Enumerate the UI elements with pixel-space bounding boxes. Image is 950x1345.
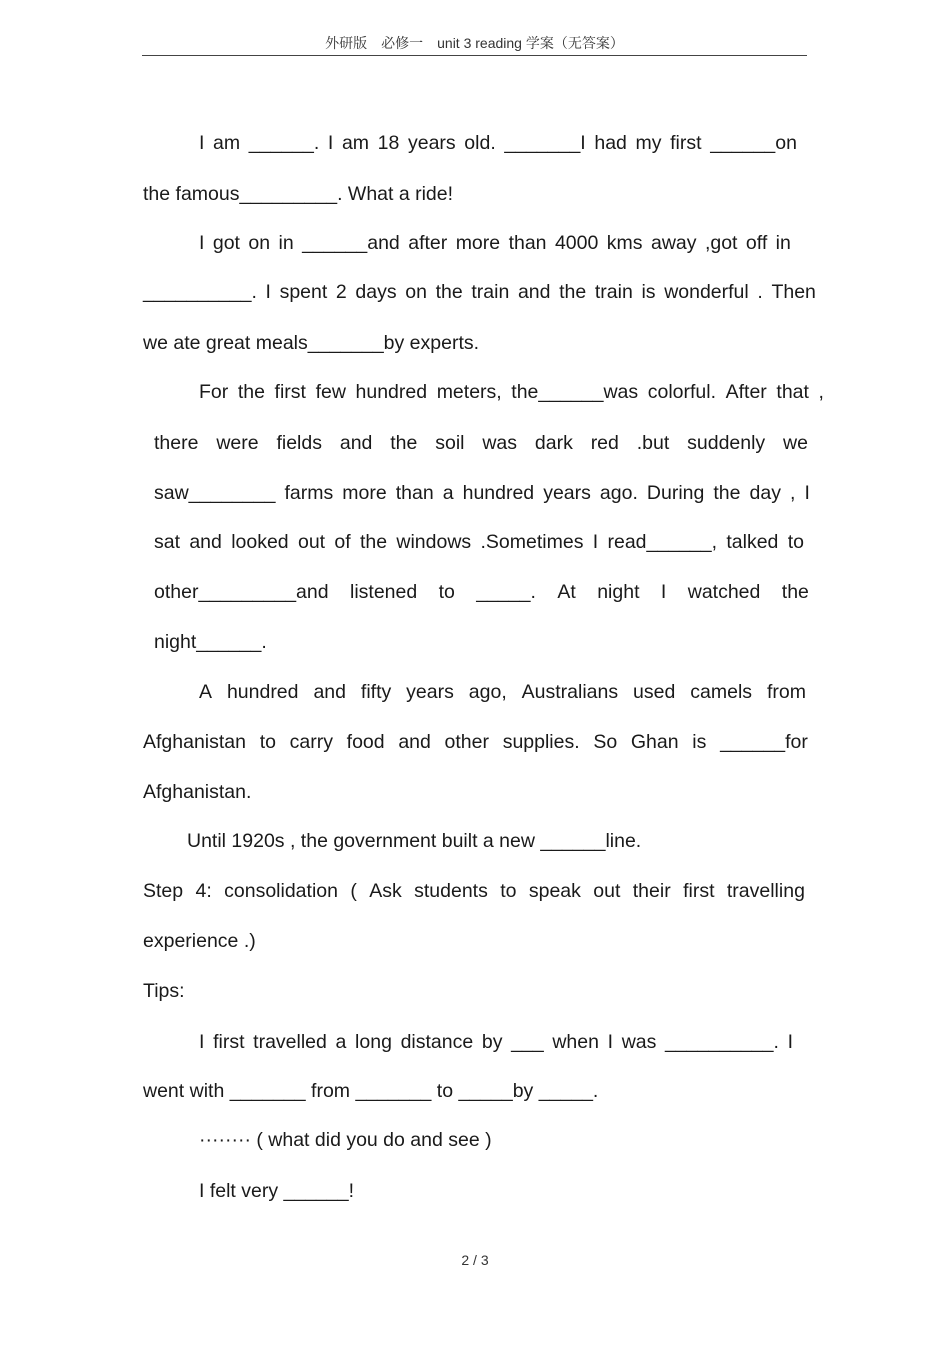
word: I [787,1031,793,1053]
word: and [313,681,346,703]
word: . [757,281,763,303]
word: I [265,281,271,303]
word: saw________ [154,482,276,504]
word: am [341,132,370,154]
word: the [781,581,809,603]
word: consolidation [224,880,338,902]
word: few [315,381,346,403]
word: old. [464,132,496,154]
word: years [543,482,591,504]
word: supplies. [502,731,580,753]
word: to [438,581,455,603]
word: I [199,132,205,154]
word: first [670,132,702,154]
word: when [552,1031,599,1053]
word: fields [276,432,322,454]
word: I [592,531,599,553]
word: out [593,880,621,902]
word: At [557,581,576,603]
word: in [278,232,294,254]
word: their [632,880,671,902]
text-line [154,580,809,604]
word: than [395,482,434,504]
text-line: Until 1920s , the government built a new ______line. [187,830,642,852]
word: students [414,880,488,902]
text-line [199,231,791,255]
word: from [766,681,806,703]
word: the [359,531,388,553]
word: to [500,880,517,902]
text-line [143,879,805,903]
text-line [143,730,808,754]
word: spent [279,281,328,303]
word: first [274,381,306,403]
word: the [237,381,265,403]
word: first [213,1031,245,1053]
word: train [594,281,633,303]
word: am [213,132,241,154]
word: got [212,232,240,254]
word: night [597,581,640,603]
text-line: went with _______ from _______ to _____by _____. [143,1080,599,1102]
word: , [790,482,796,504]
text-line [199,680,806,704]
word: 2 [335,281,347,303]
word: day [749,482,781,504]
word: on [248,232,271,254]
word: .Sometimes [480,531,584,553]
word: to [787,531,804,553]
word: more [455,232,501,254]
word: talked [726,531,779,553]
word: that [776,381,809,403]
word: and [189,531,222,553]
word: ______for [720,731,808,753]
word: hundred [355,381,428,403]
word: the [559,281,587,303]
word: out [297,531,326,553]
page-number: 2 / 3 [461,1252,489,1268]
word: used [633,681,676,703]
word: distance [400,1031,474,1053]
word: was [621,1031,657,1053]
word: speak [528,880,581,902]
text-line: I felt very ______! [199,1180,355,1202]
word: ago, [468,681,507,703]
word: __________. [143,281,257,303]
word: meters, [436,381,502,403]
word: travelled [253,1031,327,1053]
word: hundred [226,681,299,703]
word: camels [690,681,753,703]
word: _______I [504,132,586,154]
text-line [154,481,810,505]
word: ago. [599,482,638,504]
word: colorful. [647,381,717,403]
word: had [594,132,627,154]
text-line: experience .) [143,930,256,952]
word: red [590,432,619,454]
word: I [660,581,667,603]
word: watched [687,581,761,603]
word: During [646,482,705,504]
word: ______and [302,232,400,254]
word: years [407,132,456,154]
word: is [692,731,707,753]
word: train [471,281,510,303]
word: my [635,132,662,154]
word: soil [435,432,465,454]
text-line [199,380,824,404]
word: of [334,531,351,553]
word: ______on [710,132,797,154]
word: read______, [607,531,718,553]
word: off [745,232,768,254]
text-line: Afghanistan. [143,781,252,803]
text-line [154,530,804,554]
word: listened [350,581,418,603]
text-line: ········ ( what did you do and see ) [199,1129,492,1151]
text-line: the famous_________. What a ride! [143,183,454,205]
word: after [408,232,448,254]
text-line: Tips: [143,980,185,1002]
word: Ask [369,880,402,902]
word: other_________and [154,581,329,603]
word: 18 [377,132,400,154]
word: in [775,232,791,254]
word: days [355,281,397,303]
word: and [398,731,431,753]
word: Step [143,880,184,902]
word: fifty [360,681,392,703]
word: wonderful [664,281,749,303]
word: windows [396,531,472,553]
word: was [482,432,518,454]
word: is [641,281,656,303]
word: the______was [511,381,639,403]
text-line: night______. [154,631,267,653]
text-line: we ate great meals_______by experts. [143,332,480,354]
word: After [725,381,767,403]
word: Then [771,281,816,303]
word: first [683,880,715,902]
word: 4: [195,880,212,902]
word: I [804,482,810,504]
word: the [713,482,741,504]
word: long [355,1031,392,1053]
word: kms [606,232,643,254]
word: away [650,232,697,254]
word: , [818,381,824,403]
word: looked [231,531,289,553]
word: farms [284,482,334,504]
word: I [327,132,334,154]
word: suddenly [687,432,766,454]
text-line [143,280,816,304]
word: I [607,1031,614,1053]
word: 4000 [554,232,599,254]
word: we [783,432,808,454]
word: there [154,432,199,454]
word: hundred [462,482,535,504]
word: sat [154,531,181,553]
word: more [342,482,387,504]
word: .but [636,432,670,454]
word: than [508,232,547,254]
text-line [199,131,797,155]
word: a [335,1031,347,1053]
word: travelling [726,880,805,902]
text-line [154,431,808,455]
word: the [390,432,418,454]
word: carry [289,731,333,753]
text-line [199,1030,793,1054]
word: ______. [248,132,320,154]
word: by [481,1031,503,1053]
word: I [199,232,205,254]
word: years [406,681,454,703]
word: to [259,731,276,753]
page-header: 外研版 必修一 unit 3 reading 学案（无答案） [142,33,807,56]
word: were [216,432,259,454]
word: ___ [511,1031,544,1053]
word: Australians [521,681,619,703]
word: and [517,281,551,303]
word: the [435,281,463,303]
word: ,got [704,232,738,254]
word: I [199,1031,205,1053]
word: on [405,281,427,303]
word: Ghan [630,731,679,753]
word: dark [534,432,573,454]
word: A [199,681,213,703]
word: For [199,381,229,403]
word: and [339,432,373,454]
word: _____. [476,581,536,603]
word: __________. [665,1031,779,1053]
word: food [346,731,385,753]
word: Afghanistan [143,731,246,753]
word: other [444,731,489,753]
word: So [593,731,618,753]
word: ( [350,880,357,902]
word: a [442,482,454,504]
